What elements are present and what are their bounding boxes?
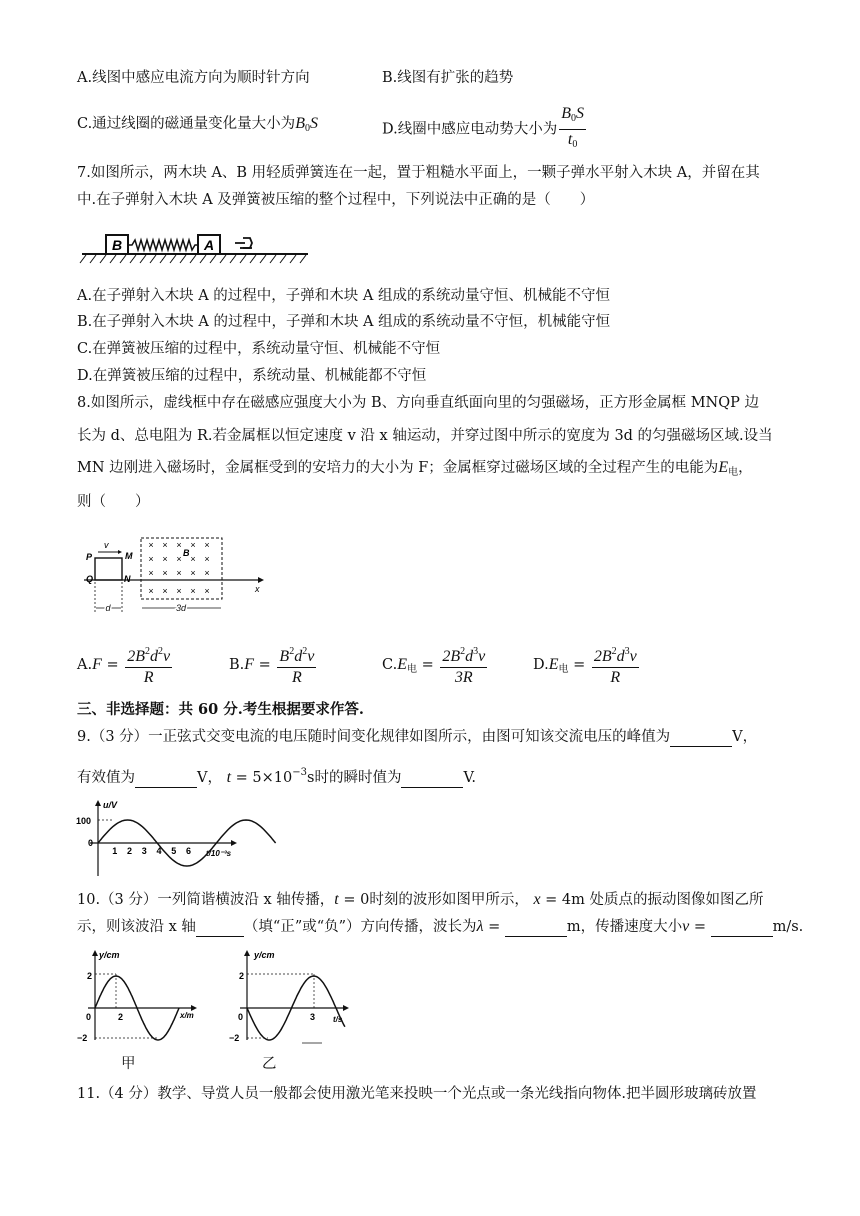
svg-text:×: × [162, 568, 168, 578]
section-3-title: 三、非选择题：共 60 分.考生根据要求作答. [77, 701, 364, 718]
q8-stem-line3-text: MN 边刚进入磁场时，金属框受到的安培力的大小为 F；金属框穿过磁场区域的全过程产生的电能为 [77, 460, 719, 476]
q10-blank-speed[interactable] [711, 936, 773, 937]
q8-stem-line3-end: ， [738, 460, 753, 476]
q9-blank-effective[interactable] [135, 787, 197, 788]
svg-text:×: × [190, 540, 196, 550]
svg-text:×: × [204, 586, 210, 596]
jia-ytick-neg2: −2 [77, 1033, 88, 1043]
q9-blank-peak[interactable] [670, 746, 732, 747]
q7-option-a: A.在子弹射入木块 A 的过程中，子弹和木块 A 组成的系统动量守恒、机械能不守恒 [77, 288, 610, 304]
svg-text:×: × [190, 568, 196, 578]
q7-option-b: B.在子弹射入木块 A 的过程中，子弹和木块 A 组成的系统动量不守恒，机械能守恒 [77, 314, 611, 330]
svg-text:×: × [204, 568, 210, 578]
label-p: P [86, 552, 93, 562]
q10-chart-jia [78, 948, 208, 1048]
svg-text:×: × [148, 554, 154, 564]
width-d-label: d [105, 603, 111, 613]
q10-line2-d: m/s. [772, 919, 804, 935]
yi-ytick-2: 2 [239, 971, 245, 981]
q9-stem-line2: 有效值为 V， $t = 5\times 10^{-3}s$时的瞬时值为 V. [77, 767, 476, 786]
q6-option-a: A.线图中感应电流方向为顺时针方向 [77, 70, 310, 86]
q9-ylabel: u/V [103, 800, 118, 810]
q8-option-a-letter: A. [77, 657, 93, 673]
svg-text:×: × [148, 540, 154, 550]
q7-option-c: C.在弹簧被压缩的过程中，系统动量守恒、机械能不守恒 [77, 341, 441, 357]
svg-text:×: × [176, 568, 182, 578]
q9-xtick-6: 6 [185, 846, 192, 856]
svg-text:×: × [148, 568, 154, 578]
q8-stem-line3 [77, 458, 753, 483]
svg-text:×: × [176, 586, 182, 596]
q7-stem-line2: 中.在子弹射入木块 A 及弹簧被压缩的整个过程中，下列说法中正确的是（ ） [77, 192, 595, 208]
svg-text:×: × [148, 586, 154, 596]
q9-line1-text: 9.（3 分）一正弦式交变电流的电压随时间变化规律如图所示，由图可知该交流电压的峰值为 [77, 729, 671, 745]
jia-ylabel: y/cm [99, 950, 120, 960]
yi-ylabel: y/cm [254, 950, 275, 960]
q10-line1-b: 时刻的波形如图甲所示， [369, 892, 529, 908]
q10-line2-a: 示，则该波沿 x 轴 [77, 919, 196, 935]
svg-text:×: × [162, 586, 168, 596]
q8-energy-symbol: E [718, 459, 729, 476]
q9-ytick-100: 100 [76, 816, 92, 826]
jia-ytick-0: 0 [86, 1012, 92, 1022]
q10-line2-b: （填“正”或“负”）方向传播，波长为 [243, 919, 477, 935]
q8-figure [80, 532, 270, 620]
q9-xtick-1: 1 [112, 846, 118, 856]
q9-xtick-4: 4 [156, 846, 162, 856]
jia-ytick-2: 2 [87, 971, 93, 981]
q9-ytick-0: 0 [88, 838, 94, 848]
width-3d-label: 3d [175, 603, 187, 613]
q8-option-c-letter: C. [382, 657, 398, 673]
q8-option-d-letter: D. [533, 657, 549, 673]
q8-option-b: B.F = $\frac{B^2d^2v}{R}$ [229, 642, 318, 688]
q9-line2-end: V. [463, 770, 476, 786]
q6-option-d: D.线圈中感应电动势大小为 $\frac{B_0S}{t_0}$ [382, 105, 584, 150]
q10-line2-c: m，传播速度大小 [566, 919, 683, 935]
jia-xtick-2: 2 [118, 1012, 124, 1022]
q8-stem-line1: 8.如图所示，虚线框中存在磁感应强度大小为 B、方向垂直纸面向里的匀强磁场，正方形金属框 MNQP 边 [77, 395, 759, 411]
bullet-icon [235, 238, 252, 248]
q10-blank-direction[interactable] [196, 936, 244, 937]
q10-line1-c: 处质点的振动图像如图乙所 [589, 892, 764, 908]
q6-option-d-text: D.线圈中感应电动势大小为 [382, 121, 558, 138]
q9-xlabel: t/10⁻³s [206, 849, 232, 858]
q9-line2-unit: V， [197, 770, 222, 786]
svg-text:×: × [176, 554, 182, 564]
q7-stem-line1: 7.如图所示，两木块 A、B 用轻质弹簧连在一起，置于粗糙水平面上，一颗子弹水平射入木块 A，并留在其 [77, 165, 760, 181]
q7-figure [80, 228, 310, 268]
yi-ytick-neg2: −2 [229, 1033, 240, 1043]
yi-caption: 乙 [262, 1056, 277, 1072]
q7-option-d: D.在弹簧被压缩的过程中，系统动量、机械能都不守恒 [77, 368, 427, 384]
q8-stem-line2: 长为 d、总电阻为 R.若金属框以恒定速度 v 沿 x 轴运动，并穿过图中所示的宽度为 3d 的匀强磁场区域.设当 [77, 428, 773, 444]
q6-option-c-text: C.通过线圈的磁通量变化量大小为 [77, 116, 296, 132]
block-b-label: B [111, 237, 123, 253]
label-n: N [124, 574, 131, 584]
q10-chart-yi [230, 948, 360, 1048]
field-crosses [148, 540, 209, 596]
velocity-label: v [104, 540, 109, 550]
svg-text:×: × [204, 554, 210, 564]
q8-stem-line4: 则（ ） [77, 494, 150, 510]
q9-xtick-2: 2 [126, 846, 133, 856]
block-a-label: A [203, 237, 215, 253]
q8-option-b-letter: B. [229, 657, 245, 673]
spring [128, 240, 198, 250]
label-m: M [125, 551, 133, 561]
svg-text:×: × [190, 586, 196, 596]
jia-xlabel: x/m [180, 1011, 194, 1020]
jia-caption: 甲 [121, 1056, 136, 1072]
svg-text:×: × [190, 554, 196, 564]
svg-text:×: × [204, 540, 210, 550]
yi-xtick-3: 3 [310, 1012, 316, 1022]
q9-line2-mid: 时的瞬时值为 [314, 770, 402, 786]
q8-option-a: A.F = $\frac{2B^2d^2v}{R}$ [77, 642, 174, 688]
q8-option-c: $C.E_电$ = $\frac{2B^2d^3v}{3R}$ [382, 642, 489, 688]
svg-text:×: × [176, 540, 182, 550]
q9-line1-unit: V， [732, 729, 758, 745]
q10-line1-a: 10.（3 分）一列简谐横波沿 x 轴传播， [77, 892, 335, 908]
x-axis-label: x [255, 584, 260, 594]
q10-blank-wavelength[interactable] [505, 936, 567, 937]
svg-text:×: × [162, 554, 168, 564]
q10-stem-line1: 10.（3 分）一列简谐横波沿 x 轴传播，t = 0时刻的波形如图甲所示， x = 4m 处质点的振动图像如图乙所 [77, 891, 764, 908]
svg-text:×: × [162, 540, 168, 550]
q9-xtick-3: 3 [141, 846, 147, 856]
q9-chart [78, 798, 248, 880]
metal-frame [95, 558, 122, 580]
label-q: Q [86, 574, 94, 584]
q9-line2-text: 有效值为 [77, 770, 135, 786]
yi-ytick-0: 0 [238, 1012, 244, 1022]
field-label-b: B [183, 548, 190, 558]
q8-option-d: $D.E_电$ = $\frac{2B^2d^3v}{R}$ [533, 642, 641, 688]
q9-blank-instant[interactable] [401, 787, 463, 788]
q6-option-b: B.线图有扩张的趋势 [382, 70, 514, 86]
q10-stem-line2: 示，则该波沿 x 轴 （填“正”或“负”）方向传播，波长为λ = m，传播速度大小v = m/s. [77, 918, 804, 935]
q8-energy-sub: 电 [728, 467, 739, 478]
q11-stem-line1: 11.（4 分）教学、导赏人员一般都会使用激光笔来投映一个光点或一条光线指向物体.把半圆形玻璃砖放置 [77, 1086, 757, 1102]
q9-stem-line1 [77, 727, 757, 747]
q9-xtick-5: 5 [171, 846, 177, 856]
q6-option-c: C.通过线圈的磁通量变化量大小为$B_0S$ [77, 115, 318, 134]
yi-xlabel: t/s [333, 1015, 343, 1024]
